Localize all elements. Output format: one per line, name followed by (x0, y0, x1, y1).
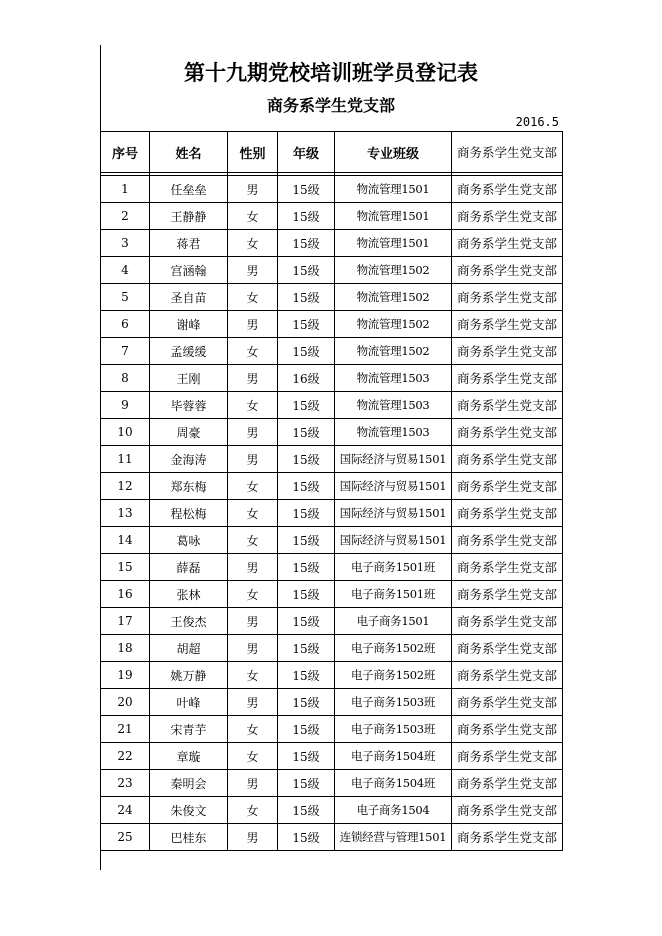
cell-grade: 15级 (278, 338, 335, 365)
table-row (101, 608, 563, 635)
cell-name: 薛磊 (150, 554, 228, 581)
cell-grade: 15级 (278, 257, 335, 284)
cell-grade: 15级 (278, 419, 335, 446)
cell-branch: 商务系学生党支部 (452, 338, 563, 365)
table-row (101, 203, 563, 230)
cell-branch: 商务系学生党支部 (452, 824, 563, 851)
cell-major: 国际经济与贸易1501 (335, 500, 452, 527)
cell-name: 胡超 (150, 635, 228, 662)
cell-grade: 15级 (278, 797, 335, 824)
cell-name: 葛咏 (150, 527, 228, 554)
cell-grade: 16级 (278, 365, 335, 392)
cell-gender: 女 (228, 284, 278, 311)
cell-gender: 女 (228, 716, 278, 743)
cell-gender: 女 (228, 203, 278, 230)
cell-gender: 男 (228, 824, 278, 851)
cell-branch: 商务系学生党支部 (452, 581, 563, 608)
cell-grade: 15级 (278, 230, 335, 257)
table-row (101, 446, 563, 473)
cell-grade: 15级 (278, 446, 335, 473)
cell-branch: 商务系学生党支部 (452, 311, 563, 338)
cell-major: 电子商务1504 (335, 797, 452, 824)
cell-branch: 商务系学生党支部 (452, 257, 563, 284)
cell-name: 王刚 (150, 365, 228, 392)
page-subtitle: 商务系学生党支部 (266, 96, 395, 115)
cell-branch: 商务系学生党支部 (452, 608, 563, 635)
cell-name: 张林 (150, 581, 228, 608)
header-grade: 年级 (278, 132, 335, 173)
cell-grade: 15级 (278, 176, 335, 203)
cell-name: 圣自苗 (150, 284, 228, 311)
cell-branch: 商务系学生党支部 (452, 446, 563, 473)
cell-gender: 男 (228, 257, 278, 284)
cell-branch: 商务系学生党支部 (452, 716, 563, 743)
cell-gender: 女 (228, 797, 278, 824)
cell-branch: 商务系学生党支部 (452, 554, 563, 581)
cell-major: 物流管理1503 (335, 419, 452, 446)
cell-name: 郑东梅 (150, 473, 228, 500)
cell-index: 4 (101, 257, 150, 284)
cell-branch: 商务系学生党支部 (452, 635, 563, 662)
cell-index: 8 (101, 365, 150, 392)
table-row (101, 176, 563, 203)
cell-gender: 男 (228, 365, 278, 392)
table-row (101, 527, 563, 554)
cell-gender: 男 (228, 608, 278, 635)
header-name: 姓名 (150, 132, 228, 173)
cell-index: 11 (101, 446, 150, 473)
cell-major: 物流管理1503 (335, 392, 452, 419)
cell-major: 电子商务1502班 (335, 635, 452, 662)
cell-index: 18 (101, 635, 150, 662)
cell-branch: 商务系学生党支部 (452, 392, 563, 419)
table-row (101, 284, 563, 311)
cell-major: 电子商务1501 (335, 608, 452, 635)
cell-major: 物流管理1501 (335, 203, 452, 230)
cell-branch: 商务系学生党支部 (452, 797, 563, 824)
cell-grade: 15级 (278, 635, 335, 662)
cell-branch: 商务系学生党支部 (452, 284, 563, 311)
cell-index: 15 (101, 554, 150, 581)
cell-gender: 男 (228, 554, 278, 581)
table-row (101, 473, 563, 500)
cell-major: 物流管理1501 (335, 176, 452, 203)
cell-major: 国际经济与贸易1501 (335, 473, 452, 500)
table-row (101, 500, 563, 527)
cell-branch: 商务系学生党支部 (452, 689, 563, 716)
cell-name: 叶峰 (150, 689, 228, 716)
cell-grade: 15级 (278, 203, 335, 230)
cell-grade: 15级 (278, 473, 335, 500)
table-row (101, 770, 563, 797)
table-row (101, 365, 563, 392)
cell-grade: 15级 (278, 716, 335, 743)
cell-gender: 男 (228, 419, 278, 446)
cell-name: 宫涵翰 (150, 257, 228, 284)
table-row (101, 743, 563, 770)
cell-gender: 女 (228, 662, 278, 689)
table-row (101, 662, 563, 689)
cell-major: 物流管理1502 (335, 257, 452, 284)
cell-name: 王俊杰 (150, 608, 228, 635)
cell-index: 20 (101, 689, 150, 716)
cell-name: 毕蓉蓉 (150, 392, 228, 419)
cell-branch: 商务系学生党支部 (452, 203, 563, 230)
cell-index: 10 (101, 419, 150, 446)
cell-major: 电子商务1501班 (335, 581, 452, 608)
cell-name: 朱俊文 (150, 797, 228, 824)
cell-grade: 15级 (278, 824, 335, 851)
table-row (101, 635, 563, 662)
cell-grade: 15级 (278, 284, 335, 311)
table-row (101, 716, 563, 743)
header-gender: 性别 (228, 132, 278, 173)
cell-branch: 商务系学生党支部 (452, 770, 563, 797)
roster-table (100, 131, 563, 851)
page-title: 第十九期党校培训班学员登记表 (184, 61, 478, 85)
cell-name: 王静静 (150, 203, 228, 230)
cell-index: 19 (101, 662, 150, 689)
cell-grade: 15级 (278, 392, 335, 419)
cell-index: 21 (101, 716, 150, 743)
cell-grade: 15级 (278, 743, 335, 770)
cell-branch: 商务系学生党支部 (452, 419, 563, 446)
table-row (101, 392, 563, 419)
cell-gender: 女 (228, 743, 278, 770)
cell-index: 22 (101, 743, 150, 770)
cell-gender: 女 (228, 230, 278, 257)
cell-index: 13 (101, 500, 150, 527)
table-row (101, 257, 563, 284)
date-label: 2016.5 (515, 115, 559, 129)
table-row (101, 689, 563, 716)
cell-major: 国际经济与贸易1501 (335, 527, 452, 554)
cell-name: 姚万静 (150, 662, 228, 689)
cell-index: 24 (101, 797, 150, 824)
cell-major: 电子商务1501班 (335, 554, 452, 581)
cell-branch: 商务系学生党支部 (452, 473, 563, 500)
cell-grade: 15级 (278, 608, 335, 635)
table-row (101, 797, 563, 824)
table-row (101, 230, 563, 257)
cell-index: 7 (101, 338, 150, 365)
cell-major: 电子商务1502班 (335, 662, 452, 689)
cell-gender: 女 (228, 392, 278, 419)
cell-index: 9 (101, 392, 150, 419)
cell-gender: 男 (228, 635, 278, 662)
cell-index: 12 (101, 473, 150, 500)
cell-grade: 15级 (278, 662, 335, 689)
cell-major: 物流管理1501 (335, 230, 452, 257)
cell-grade: 15级 (278, 527, 335, 554)
cell-major: 物流管理1502 (335, 338, 452, 365)
cell-grade: 15级 (278, 689, 335, 716)
header-index: 序号 (101, 132, 150, 173)
table-row (101, 581, 563, 608)
cell-major: 物流管理1502 (335, 311, 452, 338)
cell-branch: 商务系学生党支部 (452, 176, 563, 203)
cell-name: 孟缓缓 (150, 338, 228, 365)
cell-major: 电子商务1503班 (335, 716, 452, 743)
cell-index: 17 (101, 608, 150, 635)
cell-index: 6 (101, 311, 150, 338)
cell-name: 任垒垒 (150, 176, 228, 203)
cell-branch: 商务系学生党支部 (452, 527, 563, 554)
cell-index: 5 (101, 284, 150, 311)
cell-gender: 男 (228, 689, 278, 716)
cell-grade: 15级 (278, 500, 335, 527)
cell-gender: 女 (228, 500, 278, 527)
cell-gender: 男 (228, 176, 278, 203)
cell-branch: 商务系学生党支部 (452, 743, 563, 770)
cell-index: 16 (101, 581, 150, 608)
cell-gender: 女 (228, 473, 278, 500)
cell-name: 章璇 (150, 743, 228, 770)
cell-gender: 女 (228, 581, 278, 608)
header-branch: 商务系学生党支部 (452, 132, 563, 173)
cell-name: 宋青芋 (150, 716, 228, 743)
header-row (101, 132, 563, 173)
cell-grade: 15级 (278, 554, 335, 581)
table-row (101, 419, 563, 446)
cell-grade: 15级 (278, 311, 335, 338)
cell-index: 25 (101, 824, 150, 851)
cell-name: 周豪 (150, 419, 228, 446)
cell-name: 蒋君 (150, 230, 228, 257)
cell-major: 物流管理1502 (335, 284, 452, 311)
cell-grade: 15级 (278, 581, 335, 608)
cell-major: 电子商务1503班 (335, 689, 452, 716)
cell-branch: 商务系学生党支部 (452, 230, 563, 257)
header-major-class: 专业班级 (335, 132, 452, 173)
cell-branch: 商务系学生党支部 (452, 500, 563, 527)
table-row (101, 338, 563, 365)
cell-branch: 商务系学生党支部 (452, 365, 563, 392)
table-row (101, 554, 563, 581)
cell-major: 连锁经营与管理1501 (335, 824, 452, 851)
cell-gender: 男 (228, 770, 278, 797)
cell-name: 巴桂东 (150, 824, 228, 851)
cell-major: 物流管理1503 (335, 365, 452, 392)
cell-index: 2 (101, 203, 150, 230)
cell-index: 23 (101, 770, 150, 797)
cell-name: 金海涛 (150, 446, 228, 473)
cell-name: 程松梅 (150, 500, 228, 527)
cell-gender: 男 (228, 446, 278, 473)
cell-index: 3 (101, 230, 150, 257)
cell-gender: 女 (228, 527, 278, 554)
cell-major: 电子商务1504班 (335, 770, 452, 797)
table-row (101, 824, 563, 851)
table-row (101, 311, 563, 338)
cell-name: 秦明会 (150, 770, 228, 797)
cell-name: 谢峰 (150, 311, 228, 338)
cell-index: 14 (101, 527, 150, 554)
cell-grade: 15级 (278, 770, 335, 797)
cell-major: 电子商务1504班 (335, 743, 452, 770)
cell-gender: 女 (228, 338, 278, 365)
cell-branch: 商务系学生党支部 (452, 662, 563, 689)
cell-gender: 男 (228, 311, 278, 338)
cell-major: 国际经济与贸易1501 (335, 446, 452, 473)
cell-index: 1 (101, 176, 150, 203)
